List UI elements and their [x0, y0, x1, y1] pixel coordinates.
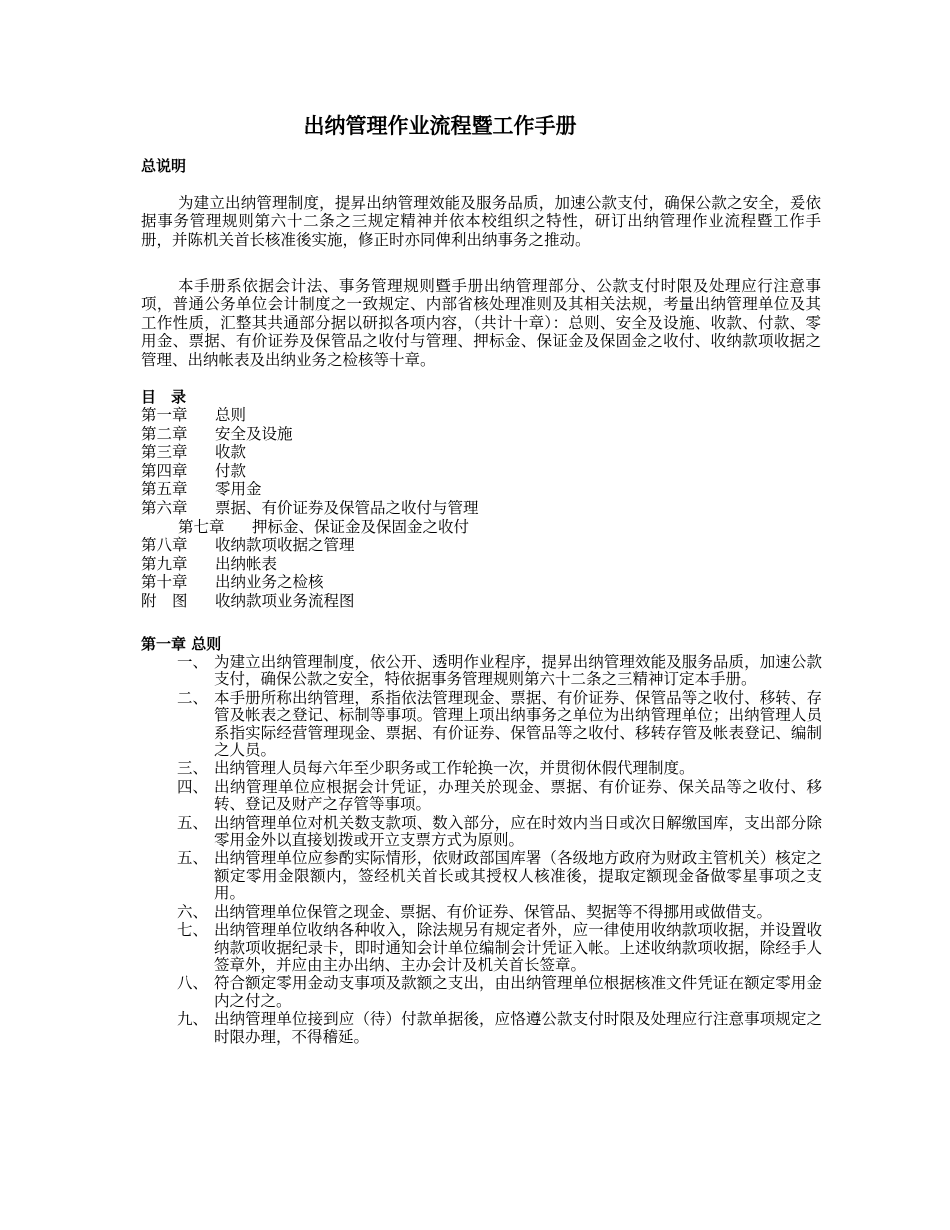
- rule-text: 符合额定零用金动支事项及款额之支出，由出纳管理单位根据核准文件凭证在额定零用金内之付之。: [214, 974, 822, 1010]
- toc-chapter-number: 第十章: [141, 573, 188, 592]
- rule-item: [177, 815, 822, 850]
- rule-number: 六、: [177, 902, 209, 921]
- toc-chapter-title: 收款: [215, 443, 247, 462]
- rule-item: [177, 904, 822, 921]
- rule-text: 出纳管理单位收纳各种收入，除法规另有规定者外，应一律使用收纳款项收据，并设置收纳款项收据纪录卡，即时通知会计单位编制会计凭证入帐。上述收纳款项收据，除经手人签章外，并应由主办出纳、主办会计及机关首长签章。: [214, 921, 822, 974]
- toc-item: [141, 536, 479, 555]
- toc-chapter-title: 安全及设施: [215, 424, 293, 443]
- chapter-rules-list: [177, 654, 822, 1047]
- toc-chapter-number: 第二章: [141, 424, 188, 443]
- rule-number: 九、: [177, 1010, 209, 1029]
- toc-chapter-title: 票据、有价证券及保管品之收付与管理: [215, 498, 479, 517]
- toc-chapter-number: 第九章: [141, 554, 188, 573]
- rule-item: [177, 1011, 822, 1046]
- toc-chapter-title: 付款: [215, 461, 247, 480]
- rule-item: [177, 975, 822, 1010]
- rule-text: 出纳管理单位保管之现金、票据、有价证券、保管品、契据等不得挪用或做借支。: [214, 902, 773, 921]
- rule-number: 三、: [177, 759, 209, 778]
- toc-item: [141, 518, 479, 537]
- toc-item: [141, 443, 479, 462]
- rule-item: [177, 850, 822, 902]
- toc-chapter-title: 出纳业务之检核: [215, 573, 324, 592]
- rule-text: 为建立出纳管理制度，依公开、透明作业程序，提昇出纳管理效能及服务品质，加速公款支付，确保公款之安全，特依据事务管理规则第六十二条之三精神订定本手册。: [214, 653, 822, 689]
- toc-chapter-number: 第四章: [141, 461, 188, 480]
- toc-chapter-number: 第三章: [141, 443, 188, 462]
- rule-number: 五、: [177, 813, 209, 832]
- rule-text: 出纳管理单位应根据会计凭证，办理关於现金、票据、有价证券、保关品等之收付、移转、登记及财产之存管等事项。: [214, 777, 822, 814]
- chapter-heading: 第一章 总则: [141, 635, 222, 653]
- rule-item: [177, 922, 822, 974]
- rule-item: [177, 654, 822, 689]
- table-of-contents: [141, 406, 479, 611]
- rule-number: 五、: [177, 849, 209, 868]
- rule-item: [177, 760, 822, 777]
- rule-number: 八、: [177, 974, 209, 993]
- toc-chapter-number: 附 图: [141, 591, 188, 610]
- toc-chapter-number: 第八章: [141, 536, 188, 555]
- rule-item: [177, 779, 822, 814]
- rule-number: 二、: [177, 688, 209, 707]
- rule-text: 出纳管理单位对机关数支款项、数入部分，应在时效内当日或次日解缴国库，支出部分除零用金外以直接划拨或开立支票方式为原则。: [214, 813, 822, 850]
- toc-chapter-number: 第五章: [141, 480, 188, 499]
- rule-number: 一、: [177, 653, 209, 671]
- overview-paragraph: 为建立出纳管理制度，提昇出纳管理效能及服务品质，加速公款支付，确保公款之安全，爰依据事务管理规则第六十二条之三规定精神并依本校组织之特性，研订出纳管理作业流程暨工作手册，并陈机关首长核准後实施，修正时亦同俾利出纳事务之推动。: [141, 194, 821, 249]
- toc-heading: 目 录: [141, 388, 187, 406]
- toc-item: [141, 480, 479, 499]
- toc-item: [141, 555, 479, 574]
- toc-item: [141, 592, 479, 611]
- rule-text: 出纳管理人员每六年至少职务或工作轮换一次，并贯彻休假代理制度。: [214, 759, 695, 778]
- toc-item: [141, 462, 479, 481]
- toc-chapter-number: 第七章: [178, 517, 225, 536]
- toc-item: [141, 425, 479, 444]
- toc-item: [141, 499, 479, 518]
- overview-paragraph: 本手册系依据会计法、事务管理规则暨手册出纳管理部分、公款支付时限及处理应行注意事项，普通公务单位会计制度之一致规定、内部省核处理准则及其相关法规，考量出纳管理单位及其工作性质，汇整其共通部分据以研拟各项内容，（共计十章）：总则、安全及设施、收款、付款、零用金、票据、有价证券及保管品之收付与管理、押标金、保证金及保固金之收付、收纳款项收据之管理、出纳帐表及出纳业务之检核等十章。: [141, 277, 821, 369]
- toc-chapter-title: 收纳款项收据之管理: [215, 536, 355, 555]
- toc-chapter-title: 出纳帐表: [215, 554, 278, 573]
- toc-chapter-number: 第一章: [141, 406, 188, 424]
- overview-heading: 总说明: [141, 157, 187, 175]
- toc-item: [141, 573, 479, 592]
- toc-chapter-title: 押标金、保证金及保固金之收付: [252, 517, 470, 536]
- rule-number: 七、: [177, 921, 209, 940]
- rule-item: [177, 690, 822, 760]
- toc-chapter-title: 总则: [215, 406, 247, 424]
- document-title: 出纳管理作业流程暨工作手册: [303, 114, 577, 138]
- rule-number: 四、: [177, 777, 209, 796]
- toc-chapter-number: 第六章: [141, 498, 188, 517]
- rule-text: 出纳管理单位应参酌实际情形，依财政部国库署（各级地方政府为财政主管机关）核定之额定零用金限额内，签经机关首长或其授权人核准後，提取定额现金备做零星事项之支用。: [214, 849, 822, 903]
- toc-chapter-title: 收纳款项业务流程图: [215, 591, 355, 610]
- toc-item: [141, 406, 479, 425]
- rule-text: 出纳管理单位接到应（待）付款单据後，应恪遵公款支付时限及处理应行注意事项规定之时限办理，不得稽延。: [214, 1010, 822, 1046]
- rule-text: 本手册所称出纳管理，系指依法管理现金、票据、有价证券、保管品等之收付、移转、存管及帐表之登记、标制等事项。管理上项出纳事务之单位为出纳管理单位；出纳管理人员系指实际经营管理现金、票据、有价证券、保管品等之收付、移转存管及帐表登记、编制之人员。: [214, 688, 822, 760]
- toc-chapter-title: 零用金: [215, 480, 262, 499]
